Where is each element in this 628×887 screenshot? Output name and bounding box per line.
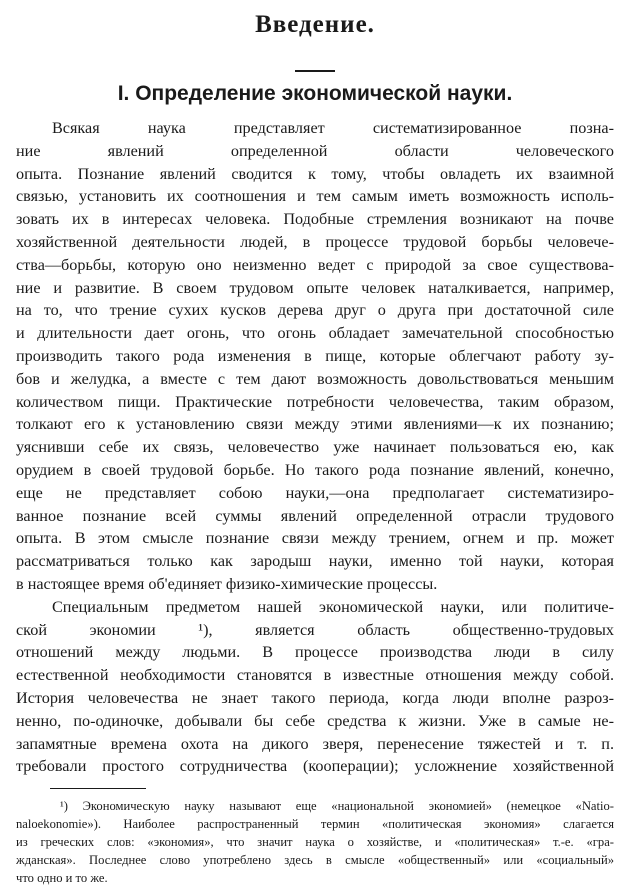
footnote-line: что одно и то же. [16, 871, 108, 886]
text-line: хозяйственной деятельности людей, в процессе трудовой борьбы человече- [16, 232, 614, 251]
text-line: ванное познание всей суммы явлений определенной отрасли трудового [16, 506, 614, 525]
text-line: связью, установить их соотношения и тем самым иметь возможность исполь- [16, 187, 614, 206]
text-line: ской экономии ¹), является область общественно-трудовых [16, 620, 614, 639]
text-line: на то, что трение сухих кусков дерева друг о друга при достаточной силе [16, 301, 614, 320]
text-line: опыта. Познание явлений сводится к тому, чтобы овладеть их взаимной [16, 164, 614, 183]
text-line: зовать их в интересах человека. Подобные стремления возникают на почве [16, 210, 614, 229]
footnotes [16, 797, 614, 887]
text-line: бов и желудка, а вместе с тем дают возможность довольствоваться меньшим [16, 369, 614, 388]
text-line: История человечества не знает такого периода, когда люди вполне разроз- [16, 688, 614, 707]
footnote-line: жданская». Последнее слово употреблено здесь в смысле «общественный» или «социальный» [16, 853, 614, 868]
text-line: ненно, по-одиночке, добывали бы себе средства к жизни. Уже в самые не- [16, 711, 614, 730]
text-line: орудием в своей трудовой борьбе. Но такого рода познание явлений, конечно, [16, 460, 614, 479]
text-line: отношений между людьми. В процессе производства люди в силу [16, 643, 614, 662]
text-line: естественной необходимости становятся в известные отношения между собой. [16, 666, 614, 685]
footnote-line: nalоekonomie»). Наиболее распространенный термин «политическая экономия» слагается [16, 817, 614, 832]
text-line: в настоящее время об'единяет физико-химические процессы. [16, 574, 438, 593]
text-line: запамятные времена охота на дикого зверя, перенесение тяжестей и т. п. [16, 734, 614, 753]
text-line: и длительности дает огонь, что огонь обладает замечательной способностью [16, 324, 614, 343]
text-line: ние явлений определенной области человеческого [16, 141, 614, 160]
text-line: толкают его к установлению связи между этими явлениями—к их познанию; [16, 415, 614, 434]
footnote-line: ¹) Экономическую науку называют еще «национальной экономией» (немецкое «Natio- [60, 799, 614, 814]
text-line: еще не представляет собою науки,—она предполагает систематизиро- [16, 483, 614, 502]
text-line: уяснивши себе их связь, человечество уже начинает пользоваться ею, как [16, 438, 614, 457]
section-heading: I. Определение экономической науки. [117, 82, 513, 105]
text-line: ства—борьбы, которую оно неизменно ведет с природой за свое существова- [16, 255, 614, 274]
text-line: Всякая наука представляет систематизированное позна- [52, 119, 614, 137]
text-line: количеством пищи. Практические потребности человечества, таким образом, [16, 392, 614, 411]
text-line: рассматриваться только как зародыш науки, именно той науки, которая [16, 552, 614, 571]
chapter-title: Введение. [255, 11, 375, 38]
footnote-divider [50, 788, 146, 789]
footnote-line: из греческих слов: «экономия», что значит наука о хозяйстве, и «политическая» т.-е. «гра- [16, 835, 614, 850]
body-text [16, 117, 614, 778]
text-line: требовали простого сотрудничества (кооперации); усложнение хозяйственной [16, 757, 614, 776]
text-line: Специальным предметом нашей экономической науки, или политиче- [52, 597, 614, 616]
text-line: производить такого рода изменения в пище, которые облегчают работу зу- [16, 346, 614, 365]
text-line: опыта. В этом смысле познание связи между трением, огнем и пр. может [16, 529, 614, 548]
text-line: ние и развитие. В своем трудовом опыте человек наталкивается, например, [16, 278, 614, 297]
